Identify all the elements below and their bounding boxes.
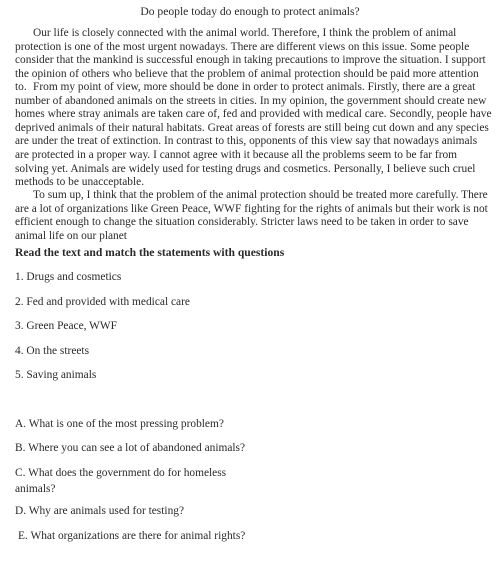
statement-1: 1. Drugs and cosmetics bbox=[15, 271, 122, 283]
question-a: A. What is one of the most pressing problem? bbox=[15, 418, 224, 430]
question-d: D. Why are animals used for testing? bbox=[15, 505, 185, 517]
paragraph-body: From my point of view, more should be done in order to protect animals. Firstly, there are a great number of abandoned animals on the streets in cities. In my opinion, the government should create new homes where stray animals are taken care of, fed and provided with medical care. Secondly, people have deprived animals of their natural habitats. Great areas of forests are still being cut down and any species are under the treat of extinction. In contrast to this, opponents of this view say that nowadays animals are protected in a proper way. I cannot agree with it because all the problems seem to be far from solving yet. Animals are widely used for testing drugs and cosmetics. Personally, I believe such cruel methods to be unacceptable. bbox=[15, 81, 492, 189]
task-instruction: Read the text and match the statements with questions bbox=[15, 246, 285, 259]
statement-2: 2. Fed and provided with medical care bbox=[15, 296, 190, 308]
statement-3: 3. Green Peace, WWF bbox=[15, 320, 117, 332]
question-b: B. Where you can see a lot of abandoned animals? bbox=[15, 442, 246, 454]
question-e: E. What organizations are there for animal rights? bbox=[18, 530, 246, 542]
question-c: C. What does the government do for homeless animals? bbox=[15, 467, 227, 495]
paragraph-conclusion: To sum up, I think that the problem of the animal protection should be treated more carefully. There are a lot of organizations like Green Peace, WWF fighting for the rights of animals but their work is not efficient enough to change the situation considerably. Stricter laws need to be taken in order to save animal life on our planet bbox=[15, 189, 488, 242]
paragraph-intro: Our life is closely connected with the animal world. Therefore, I think the problem of animal protection is one of the most urgent nowadays. There are different views on this issue. Some people consider that the mankind is successful enough in taking precautions to improve the situation. I support the opinion of others who believe that the problem of animal protection should be paid more attention to. bbox=[15, 27, 486, 94]
statement-4: 4. On the streets bbox=[15, 345, 90, 357]
document-title: Do people today do enough to protect animals? bbox=[140, 5, 360, 18]
statement-5: 5. Saving animals bbox=[15, 369, 97, 381]
